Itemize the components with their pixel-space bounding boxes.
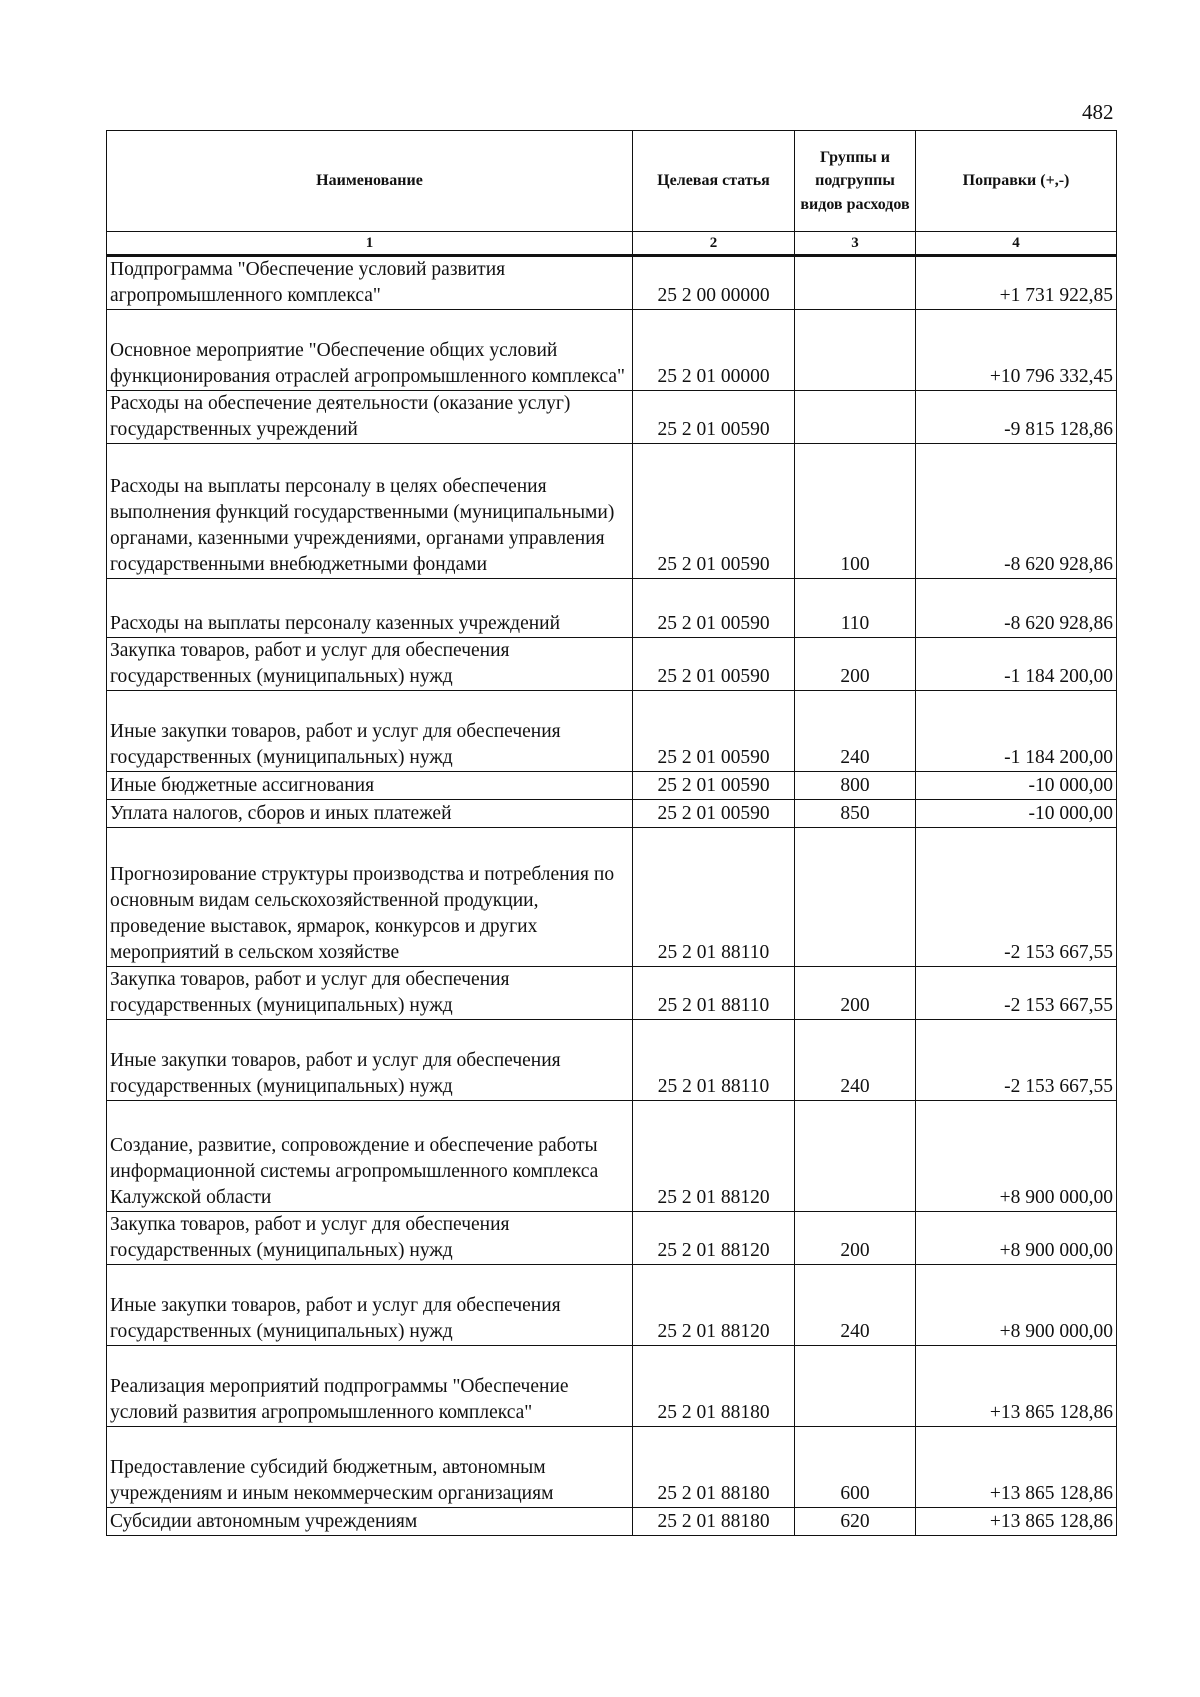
row-target-code: 25 2 01 00590: [633, 579, 795, 638]
row-name: Закупка товаров, работ и услуг для обеспечения государственных (муниципальных) нужд: [107, 638, 633, 691]
table-row: [107, 772, 1117, 800]
row-target-code: 25 2 01 00590: [633, 800, 795, 828]
row-amount: -8 620 928,86: [916, 444, 1117, 579]
row-name: Создание, развитие, сопровождение и обеспечение работы информационной системы агропромышленного комплекса Калужской области: [107, 1101, 633, 1212]
row-expense-group: 200: [795, 967, 916, 1020]
header-group: Группы и подгруппы видов расходов: [795, 131, 916, 232]
row-name: Субсидии автономным учреждениям: [107, 1508, 633, 1536]
row-amount: -10 000,00: [916, 800, 1117, 828]
header-amount: Поправки (+,-): [916, 131, 1117, 232]
row-name: Иные бюджетные ассигнования: [107, 772, 633, 800]
row-target-code: 25 2 01 88110: [633, 1020, 795, 1101]
row-target-code: 25 2 00 00000: [633, 256, 795, 310]
row-expense-group: [795, 310, 916, 391]
table-row: [107, 1346, 1117, 1427]
row-amount: +8 900 000,00: [916, 1101, 1117, 1212]
row-name: Реализация мероприятий подпрограммы "Обеспечение условий развития агропромышленного комплекса": [107, 1346, 633, 1427]
page-number: 482: [1082, 100, 1114, 124]
row-amount: -8 620 928,86: [916, 579, 1117, 638]
row-expense-group: 850: [795, 800, 916, 828]
row-target-code: 25 2 01 00590: [633, 391, 795, 444]
row-expense-group: [795, 391, 916, 444]
row-amount: -1 184 200,00: [916, 691, 1117, 772]
row-expense-group: [795, 1101, 916, 1212]
row-expense-group: 240: [795, 691, 916, 772]
budget-amendments-table: [106, 130, 1117, 1536]
column-number: 1: [107, 232, 633, 256]
row-expense-group: 100: [795, 444, 916, 579]
row-name: Прогнозирование структуры производства и потребления по основным видам сельскохозяйственной продукции, проведение выставок, ярмарок, конкурсов и других мероприятий в сельском хозяйстве: [107, 828, 633, 967]
table-row: [107, 828, 1117, 967]
row-amount: -10 000,00: [916, 772, 1117, 800]
row-amount: +8 900 000,00: [916, 1265, 1117, 1346]
row-target-code: 25 2 01 88120: [633, 1212, 795, 1265]
row-expense-group: 200: [795, 1212, 916, 1265]
row-expense-group: 800: [795, 772, 916, 800]
table-row: [107, 1101, 1117, 1212]
row-amount: -2 153 667,55: [916, 967, 1117, 1020]
row-amount: +8 900 000,00: [916, 1212, 1117, 1265]
row-name: Расходы на обеспечение деятельности (оказание услуг) государственных учреждений: [107, 391, 633, 444]
table-row: [107, 638, 1117, 691]
column-number: 4: [916, 232, 1117, 256]
row-name: Предоставление субсидий бюджетным, автономным учреждениям и иным некоммерческим организациям: [107, 1427, 633, 1508]
row-name: Иные закупки товаров, работ и услуг для обеспечения государственных (муниципальных) нужд: [107, 1265, 633, 1346]
row-target-code: 25 2 01 88110: [633, 967, 795, 1020]
row-amount: +10 796 332,45: [916, 310, 1117, 391]
row-amount: +13 865 128,86: [916, 1508, 1117, 1536]
row-name: Иные закупки товаров, работ и услуг для обеспечения государственных (муниципальных) нужд: [107, 691, 633, 772]
row-target-code: 25 2 01 88180: [633, 1346, 795, 1427]
row-amount: -9 815 128,86: [916, 391, 1117, 444]
table-row: [107, 1020, 1117, 1101]
table-row: [107, 691, 1117, 772]
row-name: Уплата налогов, сборов и иных платежей: [107, 800, 633, 828]
row-expense-group: [795, 828, 916, 967]
column-number-row: [107, 232, 1117, 256]
row-expense-group: 620: [795, 1508, 916, 1536]
row-expense-group: 600: [795, 1427, 916, 1508]
table-row: [107, 256, 1117, 310]
row-target-code: 25 2 01 00590: [633, 691, 795, 772]
row-name: Основное мероприятие "Обеспечение общих условий функционирования отраслей агропромышленного комплекса": [107, 310, 633, 391]
table-row: [107, 444, 1117, 579]
column-number: 2: [633, 232, 795, 256]
row-amount: -2 153 667,55: [916, 828, 1117, 967]
row-target-code: 25 2 01 00590: [633, 772, 795, 800]
row-target-code: 25 2 01 88110: [633, 828, 795, 967]
table-row: [107, 391, 1117, 444]
row-expense-group: 200: [795, 638, 916, 691]
row-amount: +13 865 128,86: [916, 1427, 1117, 1508]
column-number: 3: [795, 232, 916, 256]
header-name: Наименование: [107, 131, 633, 232]
row-target-code: 25 2 01 88180: [633, 1427, 795, 1508]
table-row: [107, 1427, 1117, 1508]
row-expense-group: 240: [795, 1265, 916, 1346]
row-expense-group: 110: [795, 579, 916, 638]
row-name: Закупка товаров, работ и услуг для обеспечения государственных (муниципальных) нужд: [107, 1212, 633, 1265]
row-name: Закупка товаров, работ и услуг для обеспечения государственных (муниципальных) нужд: [107, 967, 633, 1020]
row-target-code: 25 2 01 88120: [633, 1265, 795, 1346]
table-row: [107, 1265, 1117, 1346]
row-target-code: 25 2 01 88180: [633, 1508, 795, 1536]
table-row: [107, 1212, 1117, 1265]
table-row: [107, 800, 1117, 828]
row-target-code: 25 2 01 00590: [633, 638, 795, 691]
row-target-code: 25 2 01 88120: [633, 1101, 795, 1212]
row-expense-group: [795, 1346, 916, 1427]
row-amount: -2 153 667,55: [916, 1020, 1117, 1101]
table-header-row: [107, 131, 1117, 232]
row-name: Иные закупки товаров, работ и услуг для обеспечения государственных (муниципальных) нужд: [107, 1020, 633, 1101]
row-amount: +1 731 922,85: [916, 256, 1117, 310]
table-row: [107, 310, 1117, 391]
row-name: Подпрограмма "Обеспечение условий развития агропромышленного комплекса": [107, 256, 633, 310]
row-name: Расходы на выплаты персоналу казенных учреждений: [107, 579, 633, 638]
header-target: Целевая статья: [633, 131, 795, 232]
row-amount: -1 184 200,00: [916, 638, 1117, 691]
row-expense-group: 240: [795, 1020, 916, 1101]
row-name: Расходы на выплаты персоналу в целях обеспечения выполнения функций государственными (муниципальными) органами, казенными учреждениями, органами управления государственными внебюджетными фондами: [107, 444, 633, 579]
row-amount: +13 865 128,86: [916, 1346, 1117, 1427]
table-row: [107, 967, 1117, 1020]
row-target-code: 25 2 01 00590: [633, 444, 795, 579]
row-expense-group: [795, 256, 916, 310]
table-row: [107, 1508, 1117, 1536]
table-row: [107, 579, 1117, 638]
row-target-code: 25 2 01 00000: [633, 310, 795, 391]
